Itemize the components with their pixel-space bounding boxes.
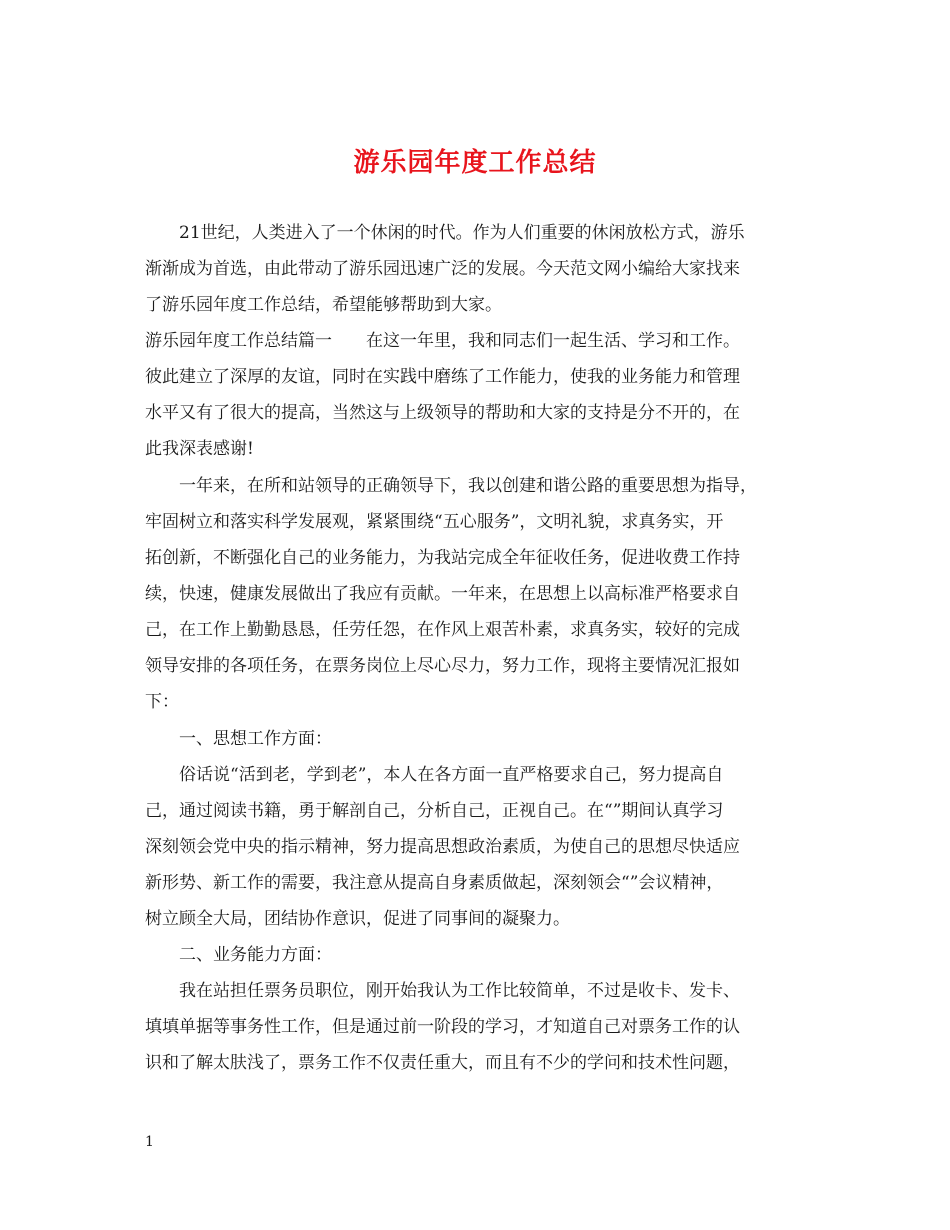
paragraph-line: 一年来，在所和站领导的正确领导下，我以创建和谐公路的重要思想为指导， — [179, 476, 757, 496]
paragraph-line: 识和了解太肤浅了，票务工作不仅责任重大，而且有不少的学问和技术性问题， — [145, 1053, 740, 1073]
paragraph-line: 拓创新，不断强化自己的业务能力，为我站完成全年征收任务，促进收费工作持 — [145, 548, 740, 568]
paragraph-line: 深刻领会党中央的指示精神，努力提高思想政治素质，为使自己的思想尽快适应 — [145, 837, 740, 857]
paragraph-line: 彼此建立了深厚的友谊，同时在实践中磨练了工作能力，使我的业务能力和管理 — [145, 367, 740, 387]
paragraph-line: 了游乐园年度工作总结，希望能够帮助到大家。 — [145, 295, 502, 315]
section-heading: 一、思想工作方面： — [179, 729, 332, 749]
paragraph-line: 俗话说“活到老，学到老”，本人在各方面一直严格要求自己，努力提高自 — [179, 765, 724, 785]
paragraph-line: 新形势、新工作的需要，我注意从提高自身素质做起，深刻领会“”会议精神， — [145, 873, 724, 893]
paragraph-line: 下： — [145, 692, 179, 712]
paragraph-line: 填填单据等事务性工作，但是通过前一阶段的学习，才知道自己对票务工作的认 — [145, 1017, 740, 1037]
paragraph-line: 树立顾全大局，团结协作意识，促进了同事间的凝聚力。 — [145, 909, 570, 929]
paragraph-line: 续，快速，健康发展做出了我应有贡献。一年来，在思想上以高标准严格要求自 — [145, 584, 740, 604]
document-title: 游乐园年度工作总结 — [353, 148, 597, 178]
paragraph-line: 牢固树立和落实科学发展观，紧紧围绕“五心服务”，文明礼貌，求真务实，开 — [145, 512, 724, 532]
section-heading: 二、业务能力方面： — [179, 945, 332, 965]
paragraph-line: 己，在工作上勤勤恳恳，任劳任怨，在作风上艰苦朴素，求真务实，较好的完成 — [145, 620, 740, 640]
paragraph-line: 21世纪，人类进入了一个休闲的时代。作为人们重要的休闲放松方式，游乐 — [179, 223, 745, 243]
page-number: 1 — [145, 1134, 154, 1150]
paragraph-line: 水平又有了很大的提高，当然这与上级领导的帮助和大家的支持是分不开的，在 — [145, 403, 740, 423]
paragraph-line: 渐渐成为首选，由此带动了游乐园迅速广泛的发展。今天范文网小编给大家找来 — [145, 259, 740, 279]
paragraph-line: 己，通过阅读书籍，勇于解剖自己，分析自己，正视自己。在“”期间认真学习 — [145, 801, 724, 821]
paragraph-line: 此我深表感谢! — [145, 439, 254, 459]
paragraph-line: 游乐园年度工作总结篇一 在这一年里，我和同志们一起生活、学习和工作。 — [145, 331, 740, 351]
paragraph-line: 我在站担任票务员职位，刚开始我认为工作比较简单，不过是收卡、发卡、 — [179, 981, 740, 1001]
paragraph-line: 领导安排的各项任务，在票务岗位上尽心尽力，努力工作，现将主要情况汇报如 — [145, 656, 740, 676]
